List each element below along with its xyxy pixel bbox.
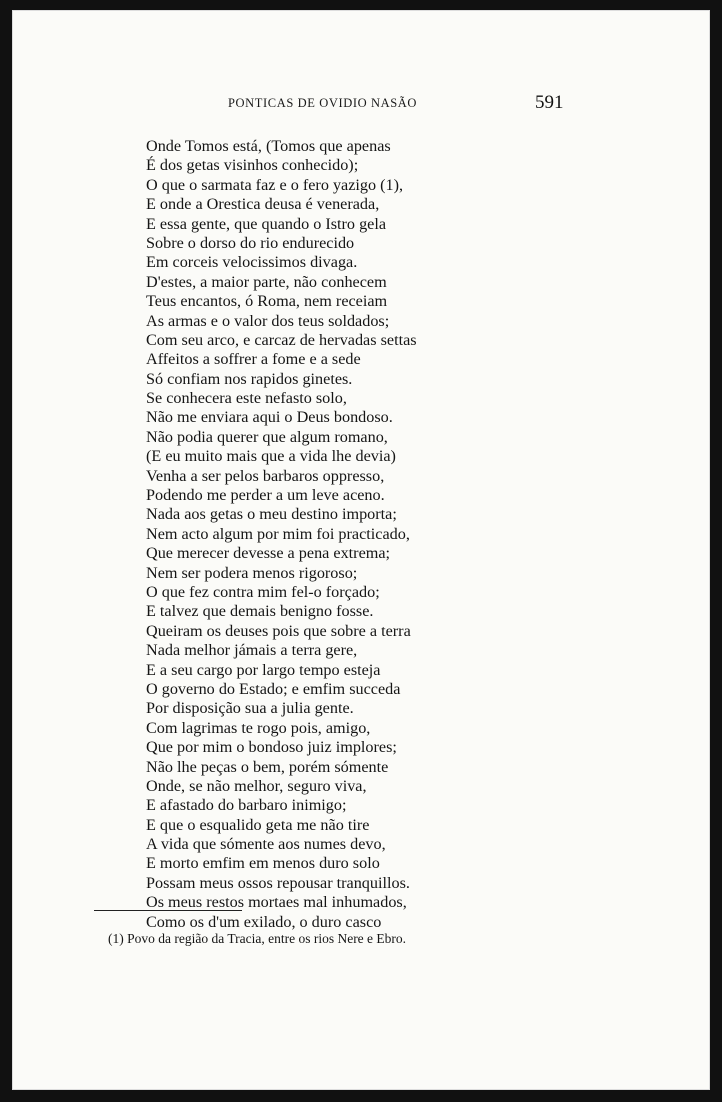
poem-line: Venha a ser pelos barbaros oppresso, [146, 466, 385, 485]
poem-line: (E eu muito mais que a vida lhe devia) [146, 447, 396, 466]
poem-line: Só confiam nos rapidos ginetes. [146, 369, 353, 388]
poem-line: Nada aos getas o meu destino importa; [146, 505, 397, 524]
poem-text [146, 137, 417, 932]
poem-line: Queiram os deuses pois que sobre a terra [146, 621, 411, 640]
poem-line: Onde, se não melhor, seguro viva, [146, 776, 367, 795]
page-number: 591 [535, 92, 564, 113]
poem-line: E talvez que demais benigno fosse. [146, 602, 374, 621]
poem-line: Sobre o dorso do rio endurecido [146, 233, 355, 252]
poem-line: E onde a Orestica deusa é venerada, [146, 195, 380, 214]
poem-line: As armas e o valor dos teus soldados; [146, 311, 390, 330]
poem-line: Que por mim o bondoso juiz implores; [146, 738, 397, 757]
footnote-rule [94, 910, 242, 911]
poem-line: Nada melhor jámais a terra gere, [146, 641, 358, 660]
poem-line: E que o esqualido geta me não tire [146, 815, 370, 834]
poem-line: A vida que sómente aos numes devo, [146, 835, 386, 854]
poem-line: Onde Tomos está, (Tomos que apenas [146, 137, 391, 155]
poem-line: É dos getas visinhos conhecido); [146, 156, 359, 175]
poem-line: E morto emfim em menos duro solo [146, 854, 380, 873]
poem-line: Com seu arco, e carcaz de hervadas settas [146, 330, 417, 349]
poem-line: Nem acto algum por mim foi practicado, [146, 524, 410, 543]
poem-line: D'estes, a maior parte, não conhecem [146, 272, 387, 291]
poem-line: E essa gente, que quando o Istro gela [146, 214, 387, 233]
poem-line: Nem ser podera menos rigoroso; [146, 563, 358, 582]
poem-line: E afastado do barbaro inimigo; [146, 796, 347, 815]
poem-line: Podendo me perder a um leve aceno. [146, 486, 385, 505]
poem-line: Possam meus ossos repousar tranquillos. [146, 873, 410, 892]
poem-line: Affeitos a soffrer a fome e a sede [146, 350, 361, 369]
poem-line: O governo do Estado; e emfim succeda [146, 679, 401, 698]
poem-line: O que fez contra mim fel-o forçado; [146, 582, 380, 601]
poem-line: Não lhe peças o bem, porém sómente [146, 757, 389, 776]
poem-line: Não podia querer que algum romano, [146, 427, 388, 446]
poem-line: Como os d'um exilado, o duro casco [146, 912, 382, 931]
running-title: PONTICAS DE OVIDIO NASÃO [228, 96, 418, 110]
poem-line: E a seu cargo por largo tempo esteja [146, 660, 381, 679]
poem-line: Não me enviara aqui o Deus bondoso. [146, 408, 393, 427]
poem-line: Por disposição sua a julia gente. [146, 699, 354, 718]
poem-line: Teus encantos, ó Roma, nem receiam [146, 292, 388, 311]
poem-line: Com lagrimas te rogo pois, amigo, [146, 718, 371, 737]
poem-line: Em corceis velocissimos divaga. [146, 253, 358, 272]
poem-line: Os meus restos mortaes mal inhumados, [146, 893, 407, 912]
footnote: (1) Povo da região da Tracia, entre os rios Nere e Ebro. [108, 931, 407, 946]
page-header [0, 92, 722, 116]
poem-line: Se conhecera este nefasto solo, [146, 389, 347, 408]
poem-line: O que o sarmata faz e o fero yazigo (1), [146, 175, 404, 194]
poem-line: Que merecer devesse a pena extrema; [146, 544, 391, 563]
